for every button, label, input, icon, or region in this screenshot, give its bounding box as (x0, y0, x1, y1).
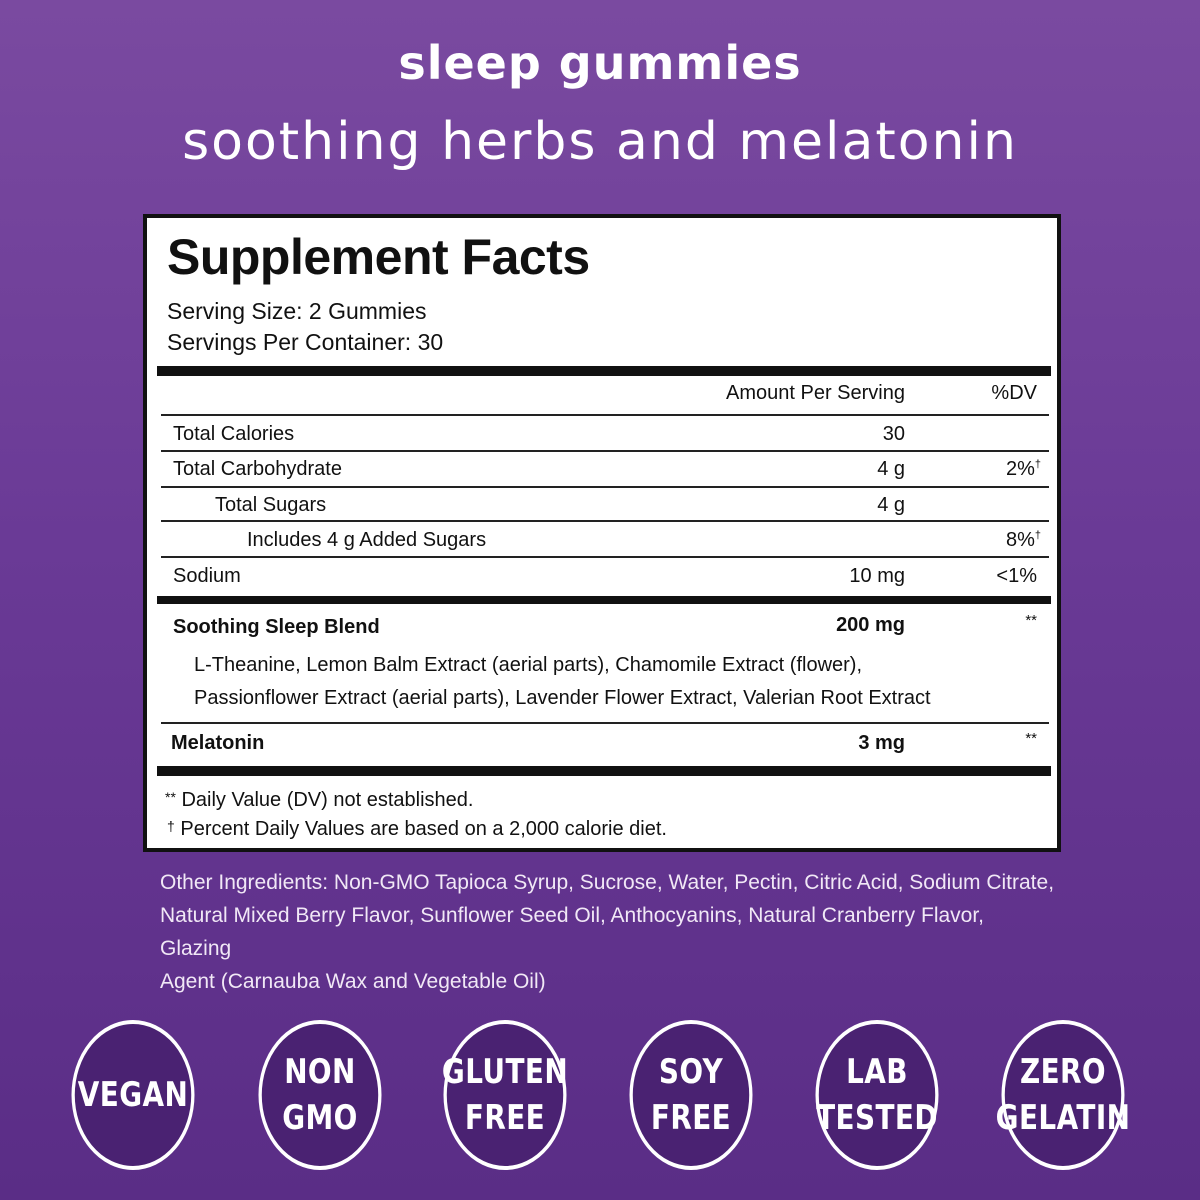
thick-divider (157, 366, 1051, 376)
dv-header: %DV (991, 382, 1037, 404)
thick-divider (157, 596, 1051, 604)
blend-amount: 200 mg (836, 614, 905, 636)
other-ingredients-line: Other Ingredients: Non-GMO Tapioca Syrup, Sucrose, Water, Pectin, Citric Acid, Sodium Citrate, (160, 871, 1055, 894)
badge-non-gmo: NON GMO (259, 1020, 382, 1170)
footnote-percent: † Percent Daily Values are based on a 2,000 calorie diet. (167, 818, 667, 840)
row-divider (161, 520, 1049, 522)
badge-zero-gelatin: ZERO GELATIN (1002, 1020, 1125, 1170)
row-divider (161, 486, 1049, 488)
row-label: Total Carbohydrate (173, 458, 342, 480)
product-subtitle: soothing herbs and melatonin (182, 112, 1018, 172)
row-divider (161, 556, 1049, 558)
row-dv: <1% (996, 565, 1037, 587)
footnote-dv: ** Daily Value (DV) not established. (165, 789, 474, 811)
other-ingredients-line: Agent (Carnauba Wax and Vegetable Oil) (160, 970, 546, 993)
badge-lab-tested: LAB TESTED (816, 1020, 939, 1170)
badge-vegan: VEGAN (72, 1020, 195, 1170)
serving-size: Serving Size: 2 Gummies (167, 298, 427, 324)
amount-header: Amount Per Serving (726, 382, 905, 404)
other-ingredients (160, 866, 1060, 998)
melatonin-amount: 3 mg (858, 732, 905, 754)
panel-title: Supplement Facts (167, 229, 590, 285)
row-divider (161, 414, 1049, 416)
row-label: Sodium (173, 565, 241, 587)
blend-ingredients-line1: L-Theanine, Lemon Balm Extract (aerial parts), Chamomile Extract (flower), (194, 654, 863, 676)
melatonin-label: Melatonin (171, 732, 265, 754)
row-divider (161, 450, 1049, 452)
badge-gluten-free: GLUTEN FREE (444, 1020, 567, 1170)
melatonin-dv: ** (1025, 730, 1037, 747)
row-dv: 2%† (1005, 458, 1041, 480)
row-divider (161, 722, 1049, 724)
row-dv: 8%† (1005, 529, 1041, 551)
row-amount: 4 g (877, 494, 905, 516)
blend-label: Soothing Sleep Blend (173, 616, 380, 638)
product-title: sleep gummies (398, 36, 802, 90)
supplement-facts-panel (143, 214, 1061, 852)
row-label: Includes 4 g Added Sugars (247, 529, 487, 551)
row-amount: 30 (882, 423, 905, 445)
other-ingredients-line: Natural Mixed Berry Flavor, Sunflower Seed Oil, Anthocyanins, Natural Cranberry Flavor, Glazing (160, 904, 985, 960)
servings-per-container: Servings Per Container: 30 (167, 329, 444, 355)
blend-dv: ** (1025, 612, 1037, 629)
row-amount: 4 g (877, 458, 905, 480)
row-amount: 10 mg (849, 565, 905, 587)
row-label: Total Sugars (215, 494, 327, 516)
thick-divider (157, 766, 1051, 776)
blend-ingredients-line2: Passionflower Extract (aerial parts), Lavender Flower Extract, Valerian Root Extract (194, 687, 931, 709)
badge-soy-free: SOY FREE (630, 1020, 753, 1170)
row-label: Total Calories (173, 423, 295, 445)
